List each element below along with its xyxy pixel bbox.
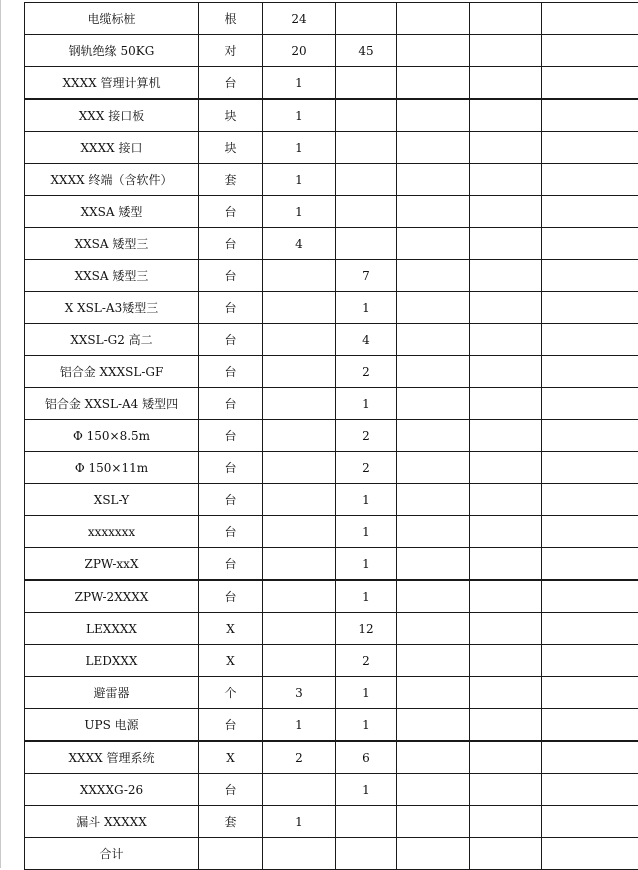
table-row (25, 324, 638, 356)
unit-cell: X (199, 613, 263, 645)
quantity-b-cell (336, 838, 397, 870)
quantity-b-cell: 12 (336, 613, 397, 645)
quantity-b-cell: 2 (336, 452, 397, 484)
item-name-cell: xxxxxxx (25, 516, 199, 548)
quantity-a-cell (263, 548, 336, 581)
table-row (25, 580, 638, 613)
empty-cell (542, 645, 638, 677)
empty-cell (542, 484, 638, 516)
table-row (25, 516, 638, 548)
empty-cell (542, 260, 638, 292)
table-row (25, 388, 638, 420)
empty-cell (470, 774, 542, 806)
quantity-b-cell: 2 (336, 356, 397, 388)
quantity-a-cell (263, 388, 336, 420)
unit-cell: 台 (199, 388, 263, 420)
table-row (25, 741, 638, 774)
quantity-b-cell (336, 228, 397, 260)
empty-cell (470, 420, 542, 452)
unit-cell: 套 (199, 164, 263, 196)
quantity-b-cell: 1 (336, 548, 397, 581)
quantity-a-cell (263, 774, 336, 806)
quantity-a-cell (263, 324, 336, 356)
quantity-b-cell: 1 (336, 774, 397, 806)
table-row (25, 806, 638, 838)
table-row (25, 838, 638, 870)
unit-cell: 台 (199, 452, 263, 484)
empty-cell (542, 356, 638, 388)
item-name-cell: 铝合金 XXXSL-GF (25, 356, 199, 388)
empty-cell (542, 99, 638, 132)
empty-cell (397, 324, 470, 356)
empty-cell (542, 196, 638, 228)
table-row (25, 35, 638, 67)
quantity-a-cell (263, 356, 336, 388)
empty-cell (470, 516, 542, 548)
empty-cell (470, 324, 542, 356)
quantity-b-cell: 7 (336, 260, 397, 292)
empty-cell (542, 613, 638, 645)
empty-cell (397, 132, 470, 164)
empty-cell (542, 806, 638, 838)
quantity-a-cell (263, 420, 336, 452)
quantity-a-cell (263, 580, 336, 613)
table-row (25, 645, 638, 677)
unit-cell: 台 (199, 580, 263, 613)
quantity-b-cell (336, 99, 397, 132)
empty-cell (397, 580, 470, 613)
item-name-cell: X XSL-A3矮型三 (25, 292, 199, 324)
empty-cell (470, 35, 542, 67)
empty-cell (470, 613, 542, 645)
quantity-a-cell (263, 613, 336, 645)
empty-cell (470, 709, 542, 742)
empty-cell (470, 196, 542, 228)
table-row (25, 613, 638, 645)
quantity-a-cell: 1 (263, 67, 336, 100)
unit-cell: X (199, 645, 263, 677)
unit-cell: 对 (199, 35, 263, 67)
item-name-cell: UPS 电源 (25, 709, 199, 742)
empty-cell (542, 677, 638, 709)
item-name-cell: XXX 接口板 (25, 99, 199, 132)
empty-cell (397, 196, 470, 228)
page-left-margin-rule (0, 0, 1, 868)
empty-cell (542, 774, 638, 806)
table-row (25, 164, 638, 196)
table-row (25, 452, 638, 484)
quantity-a-cell: 2 (263, 741, 336, 774)
empty-cell (470, 452, 542, 484)
empty-cell (397, 806, 470, 838)
item-name-cell: XXXX 管理系统 (25, 741, 199, 774)
quantity-b-cell: 1 (336, 388, 397, 420)
unit-cell: 台 (199, 420, 263, 452)
quantity-b-cell (336, 164, 397, 196)
empty-cell (397, 452, 470, 484)
quantity-b-cell: 1 (336, 709, 397, 742)
empty-cell (397, 35, 470, 67)
empty-cell (397, 164, 470, 196)
empty-cell (470, 3, 542, 35)
unit-cell: 套 (199, 806, 263, 838)
item-name-cell: XXSL-G2 高二 (25, 324, 199, 356)
unit-cell: 台 (199, 484, 263, 516)
unit-cell: 台 (199, 292, 263, 324)
empty-cell (470, 548, 542, 581)
unit-cell: 台 (199, 356, 263, 388)
table-row (25, 484, 638, 516)
empty-cell (470, 164, 542, 196)
quantity-b-cell: 2 (336, 645, 397, 677)
item-name-cell: ZPW-xxX (25, 548, 199, 581)
empty-cell (397, 548, 470, 581)
empty-cell (542, 548, 638, 581)
empty-cell (470, 580, 542, 613)
empty-cell (397, 3, 470, 35)
table-row (25, 260, 638, 292)
empty-cell (397, 228, 470, 260)
item-name-cell: LEDXXX (25, 645, 199, 677)
item-name-cell: XXSA 矮型三 (25, 260, 199, 292)
empty-cell (470, 806, 542, 838)
quantity-b-cell: 4 (336, 324, 397, 356)
quantity-b-cell: 1 (336, 516, 397, 548)
empty-cell (397, 516, 470, 548)
unit-cell: 台 (199, 67, 263, 100)
unit-cell: 块 (199, 99, 263, 132)
empty-cell (542, 292, 638, 324)
table-row (25, 228, 638, 260)
table-row (25, 67, 638, 100)
empty-cell (470, 388, 542, 420)
table-body (25, 3, 638, 870)
empty-cell (397, 420, 470, 452)
table-row (25, 3, 638, 35)
quantity-a-cell: 3 (263, 677, 336, 709)
item-name-cell: XXSA 矮型 (25, 196, 199, 228)
empty-cell (542, 420, 638, 452)
item-name-cell: XXXXG-26 (25, 774, 199, 806)
quantity-b-cell: 1 (336, 580, 397, 613)
empty-cell (397, 484, 470, 516)
quantity-a-cell: 1 (263, 709, 336, 742)
quantity-b-cell: 1 (336, 292, 397, 324)
empty-cell (542, 228, 638, 260)
empty-cell (542, 388, 638, 420)
item-name-cell: XXXX 接口 (25, 132, 199, 164)
item-name-cell: 合计 (25, 838, 199, 870)
empty-cell (397, 388, 470, 420)
table-row (25, 774, 638, 806)
empty-cell (397, 677, 470, 709)
quantity-a-cell: 1 (263, 164, 336, 196)
empty-cell (470, 645, 542, 677)
quantity-b-cell (336, 196, 397, 228)
unit-cell: 台 (199, 260, 263, 292)
empty-cell (470, 67, 542, 100)
empty-cell (397, 67, 470, 100)
item-name-cell: 钢轨绝缘 50KG (25, 35, 199, 67)
table-row (25, 677, 638, 709)
unit-cell: 台 (199, 548, 263, 581)
unit-cell: 块 (199, 132, 263, 164)
table-row (25, 196, 638, 228)
table-row (25, 132, 638, 164)
empty-cell (397, 709, 470, 742)
item-name-cell: 漏斗 XXXXX (25, 806, 199, 838)
unit-cell (199, 838, 263, 870)
item-name-cell: 铝合金 XXSL-A4 矮型四 (25, 388, 199, 420)
unit-cell: 台 (199, 324, 263, 356)
empty-cell (397, 774, 470, 806)
quantity-b-cell (336, 806, 397, 838)
empty-cell (542, 452, 638, 484)
quantity-a-cell (263, 292, 336, 324)
empty-cell (470, 677, 542, 709)
quantity-b-cell (336, 132, 397, 164)
empty-cell (542, 741, 638, 774)
quantity-a-cell (263, 645, 336, 677)
unit-cell: 台 (199, 516, 263, 548)
quantity-a-cell: 1 (263, 806, 336, 838)
quantity-a-cell (263, 838, 336, 870)
item-name-cell: XXXX 终端（含软件） (25, 164, 199, 196)
empty-cell (470, 292, 542, 324)
equipment-quantity-table (24, 2, 638, 870)
quantity-b-cell (336, 3, 397, 35)
empty-cell (470, 260, 542, 292)
table-row (25, 548, 638, 581)
empty-cell (397, 613, 470, 645)
unit-cell: 台 (199, 709, 263, 742)
empty-cell (397, 741, 470, 774)
item-name-cell: LEXXXX (25, 613, 199, 645)
quantity-a-cell: 1 (263, 132, 336, 164)
item-name-cell: Φ 150×8.5m (25, 420, 199, 452)
unit-cell: 台 (199, 196, 263, 228)
table-row (25, 292, 638, 324)
empty-cell (397, 260, 470, 292)
table-row (25, 356, 638, 388)
empty-cell (470, 484, 542, 516)
quantity-a-cell: 4 (263, 228, 336, 260)
quantity-b-cell: 1 (336, 484, 397, 516)
item-name-cell: XSL-Y (25, 484, 199, 516)
unit-cell: X (199, 741, 263, 774)
quantity-a-cell (263, 484, 336, 516)
quantity-b-cell (336, 67, 397, 100)
item-name-cell: XXXX 管理计算机 (25, 67, 199, 100)
empty-cell (470, 356, 542, 388)
empty-cell (470, 228, 542, 260)
empty-cell (397, 645, 470, 677)
quantity-a-cell (263, 452, 336, 484)
quantity-a-cell: 24 (263, 3, 336, 35)
empty-cell (542, 516, 638, 548)
empty-cell (542, 3, 638, 35)
empty-cell (397, 838, 470, 870)
item-name-cell: Φ 150×11m (25, 452, 199, 484)
item-name-cell: 电缆标桩 (25, 3, 199, 35)
empty-cell (542, 324, 638, 356)
quantity-a-cell: 1 (263, 196, 336, 228)
quantity-b-cell: 45 (336, 35, 397, 67)
unit-cell: 台 (199, 228, 263, 260)
quantity-a-cell (263, 260, 336, 292)
empty-cell (397, 292, 470, 324)
empty-cell (542, 35, 638, 67)
empty-cell (542, 67, 638, 100)
unit-cell: 台 (199, 774, 263, 806)
empty-cell (542, 838, 638, 870)
quantity-a-cell: 1 (263, 99, 336, 132)
quantity-a-cell: 20 (263, 35, 336, 67)
unit-cell: 根 (199, 3, 263, 35)
empty-cell (470, 99, 542, 132)
empty-cell (542, 164, 638, 196)
empty-cell (542, 580, 638, 613)
table-row (25, 420, 638, 452)
empty-cell (397, 99, 470, 132)
quantity-b-cell: 1 (336, 677, 397, 709)
unit-cell: 个 (199, 677, 263, 709)
quantity-b-cell: 6 (336, 741, 397, 774)
item-name-cell: XXSA 矮型三 (25, 228, 199, 260)
item-name-cell: ZPW-2XXXX (25, 580, 199, 613)
item-name-cell: 避雷器 (25, 677, 199, 709)
table-row (25, 99, 638, 132)
quantity-b-cell: 2 (336, 420, 397, 452)
empty-cell (470, 741, 542, 774)
empty-cell (542, 709, 638, 742)
table-row (25, 709, 638, 742)
quantity-a-cell (263, 516, 336, 548)
empty-cell (470, 838, 542, 870)
empty-cell (542, 132, 638, 164)
empty-cell (397, 356, 470, 388)
empty-cell (470, 132, 542, 164)
